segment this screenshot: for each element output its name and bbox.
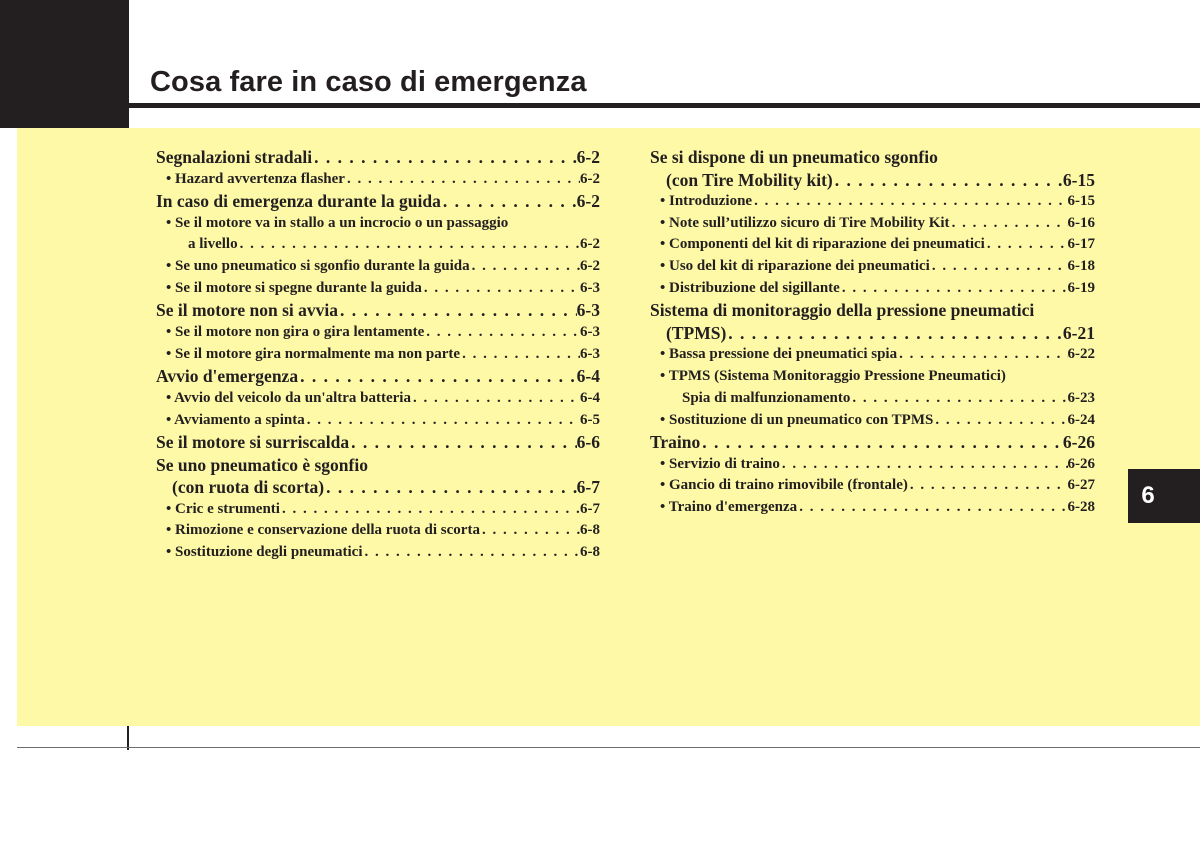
leader-dots bbox=[280, 499, 580, 521]
toc-entry[interactable] bbox=[156, 454, 600, 477]
leader-dots bbox=[780, 454, 1068, 476]
toc-entry[interactable] bbox=[650, 454, 1095, 476]
toc-entry[interactable] bbox=[156, 146, 600, 169]
toc-entry-page: 6-2 bbox=[580, 170, 600, 187]
bottom-rule bbox=[17, 747, 1200, 748]
toc-entry-title: • Avvio del veicolo da un'altra batteria bbox=[166, 389, 411, 406]
toc-entry-page: 6-2 bbox=[580, 236, 600, 253]
toc-entry[interactable] bbox=[156, 278, 600, 300]
leader-dots bbox=[897, 344, 1067, 366]
toc-entry[interactable] bbox=[650, 146, 1095, 169]
toc-entry-page: 6-15 bbox=[1062, 169, 1095, 190]
toc-entry-page: 6-26 bbox=[1062, 432, 1095, 453]
toc-entry-title: (TPMS) bbox=[666, 322, 727, 343]
toc-entry-title: • Gancio di traino rimovibile (frontale) bbox=[660, 477, 908, 494]
toc-entry-page: 6-3 bbox=[580, 323, 600, 340]
toc-entry[interactable] bbox=[650, 191, 1095, 213]
toc-entry-title: Se uno pneumatico è sgonfio bbox=[156, 454, 368, 475]
toc-entry-page: 6-28 bbox=[1067, 499, 1095, 516]
toc-entry-title: • Uso del kit di riparazione dei pneumatici bbox=[660, 258, 930, 275]
corner-block bbox=[0, 0, 128, 128]
leader-dots bbox=[833, 169, 1063, 192]
leader-dots bbox=[363, 542, 580, 564]
leader-dots bbox=[933, 410, 1067, 432]
leader-dots bbox=[950, 213, 1068, 235]
toc-entry-page: 6-16 bbox=[1067, 214, 1095, 231]
leader-dots bbox=[797, 497, 1067, 519]
toc-entry[interactable] bbox=[650, 169, 1095, 192]
leader-dots bbox=[700, 431, 1063, 454]
toc-entry-title: Avvio d'emergenza bbox=[156, 366, 299, 387]
toc-entry-page: 6-27 bbox=[1067, 477, 1095, 494]
toc-entry-title: • Hazard avvertenza flasher bbox=[166, 170, 345, 187]
toc-entry[interactable] bbox=[650, 497, 1095, 519]
toc-entry[interactable] bbox=[156, 542, 600, 564]
toc-entry[interactable] bbox=[156, 322, 600, 344]
toc-entry-title: • Se il motore gira normalmente ma non parte bbox=[166, 345, 461, 362]
toc-entry-page: 6-2 bbox=[580, 258, 600, 275]
toc-entry-title: Se il motore si surriscalda bbox=[156, 432, 350, 453]
toc-entry-page: 6-7 bbox=[576, 477, 600, 498]
toc-entry[interactable] bbox=[156, 234, 600, 256]
toc-entry[interactable] bbox=[156, 520, 600, 542]
toc-entry[interactable] bbox=[650, 256, 1095, 278]
toc-entry-title: • Se il motore si spegne durante la guida bbox=[166, 279, 422, 296]
toc-entry[interactable] bbox=[156, 169, 600, 191]
toc-entry[interactable] bbox=[156, 256, 600, 278]
leader-dots bbox=[441, 190, 577, 213]
toc-entry-title: (con ruota di scorta) bbox=[172, 477, 325, 498]
leader-dots bbox=[324, 476, 577, 499]
toc-entry[interactable] bbox=[650, 278, 1095, 300]
toc-entry-title: • Servizio di traino bbox=[660, 455, 780, 472]
toc-entry-title: • Se uno pneumatico si sgonfio durante la guida bbox=[166, 258, 470, 275]
toc-entry-title: • Componenti del kit di riparazione dei pneumatici bbox=[660, 236, 985, 253]
toc-entry-title: Traino bbox=[650, 432, 701, 453]
toc-entry-page: 6-3 bbox=[576, 300, 600, 321]
toc-entry-title: Se si dispone di un pneumatico sgonfio bbox=[650, 147, 938, 167]
toc-entry-page: 6-21 bbox=[1062, 322, 1095, 343]
toc-entry-title: • Se il motore non gira o gira lentamente bbox=[166, 323, 425, 340]
toc-entry-title: • Sostituzione di un pneumatico con TPMS bbox=[660, 411, 934, 428]
toc-entry-page: 6-17 bbox=[1067, 236, 1095, 253]
toc-entry-title: Segnalazioni stradali bbox=[156, 147, 313, 167]
toc-entry[interactable] bbox=[156, 431, 600, 454]
toc-entry-title: • Se il motore va in stallo a un incrocio o un passaggio bbox=[166, 214, 509, 231]
leader-dots bbox=[985, 234, 1068, 256]
toc-entry-title: Spia di malfunzionamento bbox=[682, 389, 851, 406]
toc-column-right bbox=[650, 146, 1095, 519]
toc-entry[interactable] bbox=[156, 410, 600, 432]
leader-dots bbox=[298, 365, 577, 388]
chapter-tab[interactable] bbox=[1128, 469, 1200, 523]
toc-entry-page: 6-5 bbox=[580, 411, 600, 428]
leader-dots bbox=[850, 388, 1067, 410]
toc-entry-page: 6-22 bbox=[1067, 346, 1095, 363]
leader-dots bbox=[726, 322, 1063, 345]
toc-entry-page: 6-7 bbox=[580, 500, 600, 517]
leader-dots bbox=[349, 431, 577, 454]
toc-entry-title: • Note sull’utilizzo sicuro di Tire Mobility Kit bbox=[660, 214, 950, 231]
leader-dots bbox=[424, 322, 580, 344]
toc-entry[interactable] bbox=[650, 322, 1095, 345]
toc-entry[interactable] bbox=[650, 299, 1095, 322]
toc-entry-page: 6-23 bbox=[1067, 389, 1095, 406]
toc-entry-page: 6-19 bbox=[1067, 279, 1095, 296]
toc-entry[interactable] bbox=[156, 344, 600, 366]
toc-entry-title: Sistema di monitoraggio della pressione pneumatici bbox=[650, 300, 1035, 321]
page-title: Cosa fare in caso di emergenza bbox=[150, 66, 587, 98]
toc-entry-page: 6-15 bbox=[1067, 193, 1095, 209]
toc-entry[interactable] bbox=[156, 190, 600, 213]
toc-entry-title: (con Tire Mobility kit) bbox=[666, 169, 833, 190]
toc-entry-title: In caso di emergenza durante la guida bbox=[156, 191, 441, 212]
toc-entry-title: • Sostituzione degli pneumatici bbox=[166, 544, 363, 561]
chapter-number: 6 bbox=[1141, 482, 1155, 509]
toc-entry-title: • Avviamento a spinta bbox=[166, 411, 305, 428]
toc-entry-title: a livello bbox=[188, 236, 238, 253]
leader-dots bbox=[480, 520, 580, 542]
toc-entry-title: Se il motore non si avvia bbox=[156, 300, 338, 321]
leader-dots bbox=[460, 344, 580, 366]
leader-dots bbox=[470, 256, 580, 278]
toc-entry[interactable] bbox=[650, 234, 1095, 256]
toc-entry[interactable] bbox=[650, 431, 1095, 454]
toc-entry-title: • TPMS (Sistema Monitoraggio Pressione Pneumatici) bbox=[660, 368, 1006, 385]
toc-entry-page: 6-4 bbox=[576, 366, 600, 387]
toc-entry[interactable] bbox=[156, 365, 600, 388]
toc-entry-title: • Bassa pressione dei pneumatici spia bbox=[660, 346, 898, 363]
toc-entry[interactable] bbox=[156, 213, 600, 235]
toc-entry-page: 6-4 bbox=[580, 389, 600, 406]
toc-entry-page: 6-18 bbox=[1067, 258, 1095, 275]
leader-dots bbox=[908, 475, 1068, 497]
toc-entry[interactable] bbox=[650, 388, 1095, 410]
leader-dots bbox=[411, 388, 580, 410]
leader-dots bbox=[305, 410, 580, 432]
toc-entry[interactable] bbox=[650, 344, 1095, 366]
leader-dots bbox=[752, 191, 1067, 213]
toc-entry-page: 6-6 bbox=[576, 432, 600, 453]
toc-column-left bbox=[156, 146, 600, 564]
toc-entry[interactable] bbox=[156, 499, 600, 521]
toc-entry-page: 6-3 bbox=[580, 279, 600, 296]
toc-entry[interactable] bbox=[156, 299, 600, 322]
leader-dots bbox=[338, 299, 577, 322]
toc-entry-page: 6-24 bbox=[1067, 411, 1095, 428]
toc-entry[interactable] bbox=[156, 388, 600, 410]
toc-entry[interactable] bbox=[156, 476, 600, 499]
title-rule bbox=[128, 103, 1200, 108]
toc-entry[interactable] bbox=[650, 366, 1095, 388]
toc-entry-title: • Introduzione bbox=[660, 193, 753, 209]
leader-dots bbox=[930, 256, 1068, 278]
leader-dots bbox=[422, 278, 580, 300]
toc-entry-page: 6-8 bbox=[580, 522, 600, 539]
toc-entry-title: • Traino d'emergenza bbox=[660, 499, 798, 516]
toc-entry-title: • Cric e strumenti bbox=[166, 500, 280, 517]
toc-entry[interactable] bbox=[650, 475, 1095, 497]
toc-entry-page: 6-26 bbox=[1067, 455, 1095, 472]
toc-entry-title: • Distribuzione del sigillante bbox=[660, 279, 840, 296]
leader-dots bbox=[840, 278, 1068, 300]
toc-entry[interactable] bbox=[650, 410, 1095, 432]
leader-dots bbox=[312, 146, 577, 169]
leader-dots bbox=[238, 234, 580, 256]
toc-entry-page: 6-3 bbox=[580, 345, 600, 362]
toc-entry-page: 6-8 bbox=[580, 544, 600, 561]
toc-entry[interactable] bbox=[650, 213, 1095, 235]
toc-entry-title: • Rimozione e conservazione della ruota di scorta bbox=[166, 522, 480, 539]
toc-entry-page: 6-2 bbox=[576, 191, 600, 212]
leader-dots bbox=[345, 169, 580, 191]
toc-entry-page: 6-2 bbox=[576, 147, 600, 167]
